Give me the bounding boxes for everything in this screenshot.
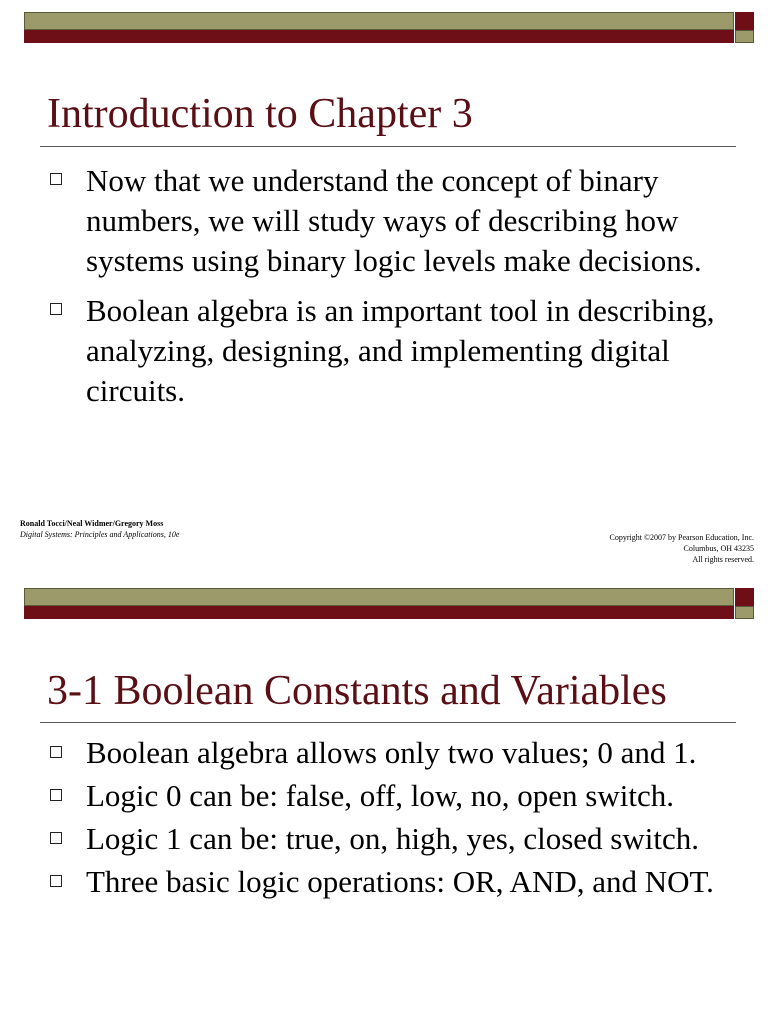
slide-title: 3-1 Boolean Constants and Variables xyxy=(47,668,667,714)
title-divider xyxy=(40,146,736,147)
square-bullet-icon xyxy=(50,789,62,801)
copyright-line: Columbus, OH 43235 xyxy=(683,544,754,553)
header-bar xyxy=(24,12,754,44)
header-corner-square-lower xyxy=(735,30,754,43)
header-maroon-stripe xyxy=(24,30,734,43)
bullet-text: Boolean algebra is an important tool in describing, analyzing, designing, and implementing digital circuits. xyxy=(86,293,715,408)
footer-book-title: Digital Systems: Principles and Applications, 10e xyxy=(20,530,180,539)
bullet-text: Three basic logic operations: OR, AND, and NOT. xyxy=(86,864,714,899)
copyright-line: Copyright ©2007 by Pearson Education, Inc. xyxy=(609,533,754,542)
square-bullet-icon xyxy=(50,303,62,315)
title-divider xyxy=(40,722,736,723)
bullet-item xyxy=(48,291,738,411)
header-corner-square-lower xyxy=(735,606,754,619)
bullet-item xyxy=(48,777,738,814)
slide-title: Introduction to Chapter 3 xyxy=(47,91,473,137)
footer-authors: Ronald Tocci/Neal Widmer/Gregory Moss xyxy=(20,519,164,528)
header-maroon-stripe xyxy=(24,606,734,619)
square-bullet-icon xyxy=(50,832,62,844)
footer-book-info xyxy=(20,518,180,540)
square-bullet-icon xyxy=(50,173,62,185)
header-corner-square xyxy=(735,12,754,30)
bullet-item xyxy=(48,734,738,771)
header-bar xyxy=(24,588,754,620)
square-bullet-icon xyxy=(50,875,62,887)
bullet-list xyxy=(48,161,738,421)
header-corner-square xyxy=(735,588,754,606)
bullet-text: Logic 1 can be: true, on, high, yes, closed switch. xyxy=(86,821,699,856)
bullet-item xyxy=(48,820,738,857)
bullet-list xyxy=(48,734,738,906)
footer-copyright xyxy=(554,532,754,565)
header-olive-stripe xyxy=(24,588,734,606)
bullet-item xyxy=(48,161,738,281)
bullet-item xyxy=(48,863,738,900)
bullet-text: Logic 0 can be: false, off, low, no, open switch. xyxy=(86,778,674,813)
bullet-text: Boolean algebra allows only two values; 0 and 1. xyxy=(86,735,697,770)
slide-2 xyxy=(0,576,768,1024)
copyright-line: All rights reserved. xyxy=(692,555,754,564)
square-bullet-icon xyxy=(50,746,62,758)
header-olive-stripe xyxy=(24,12,734,30)
bullet-text: Now that we understand the concept of binary numbers, we will study ways of describing how systems using binary logic levels make decisions. xyxy=(86,163,702,278)
